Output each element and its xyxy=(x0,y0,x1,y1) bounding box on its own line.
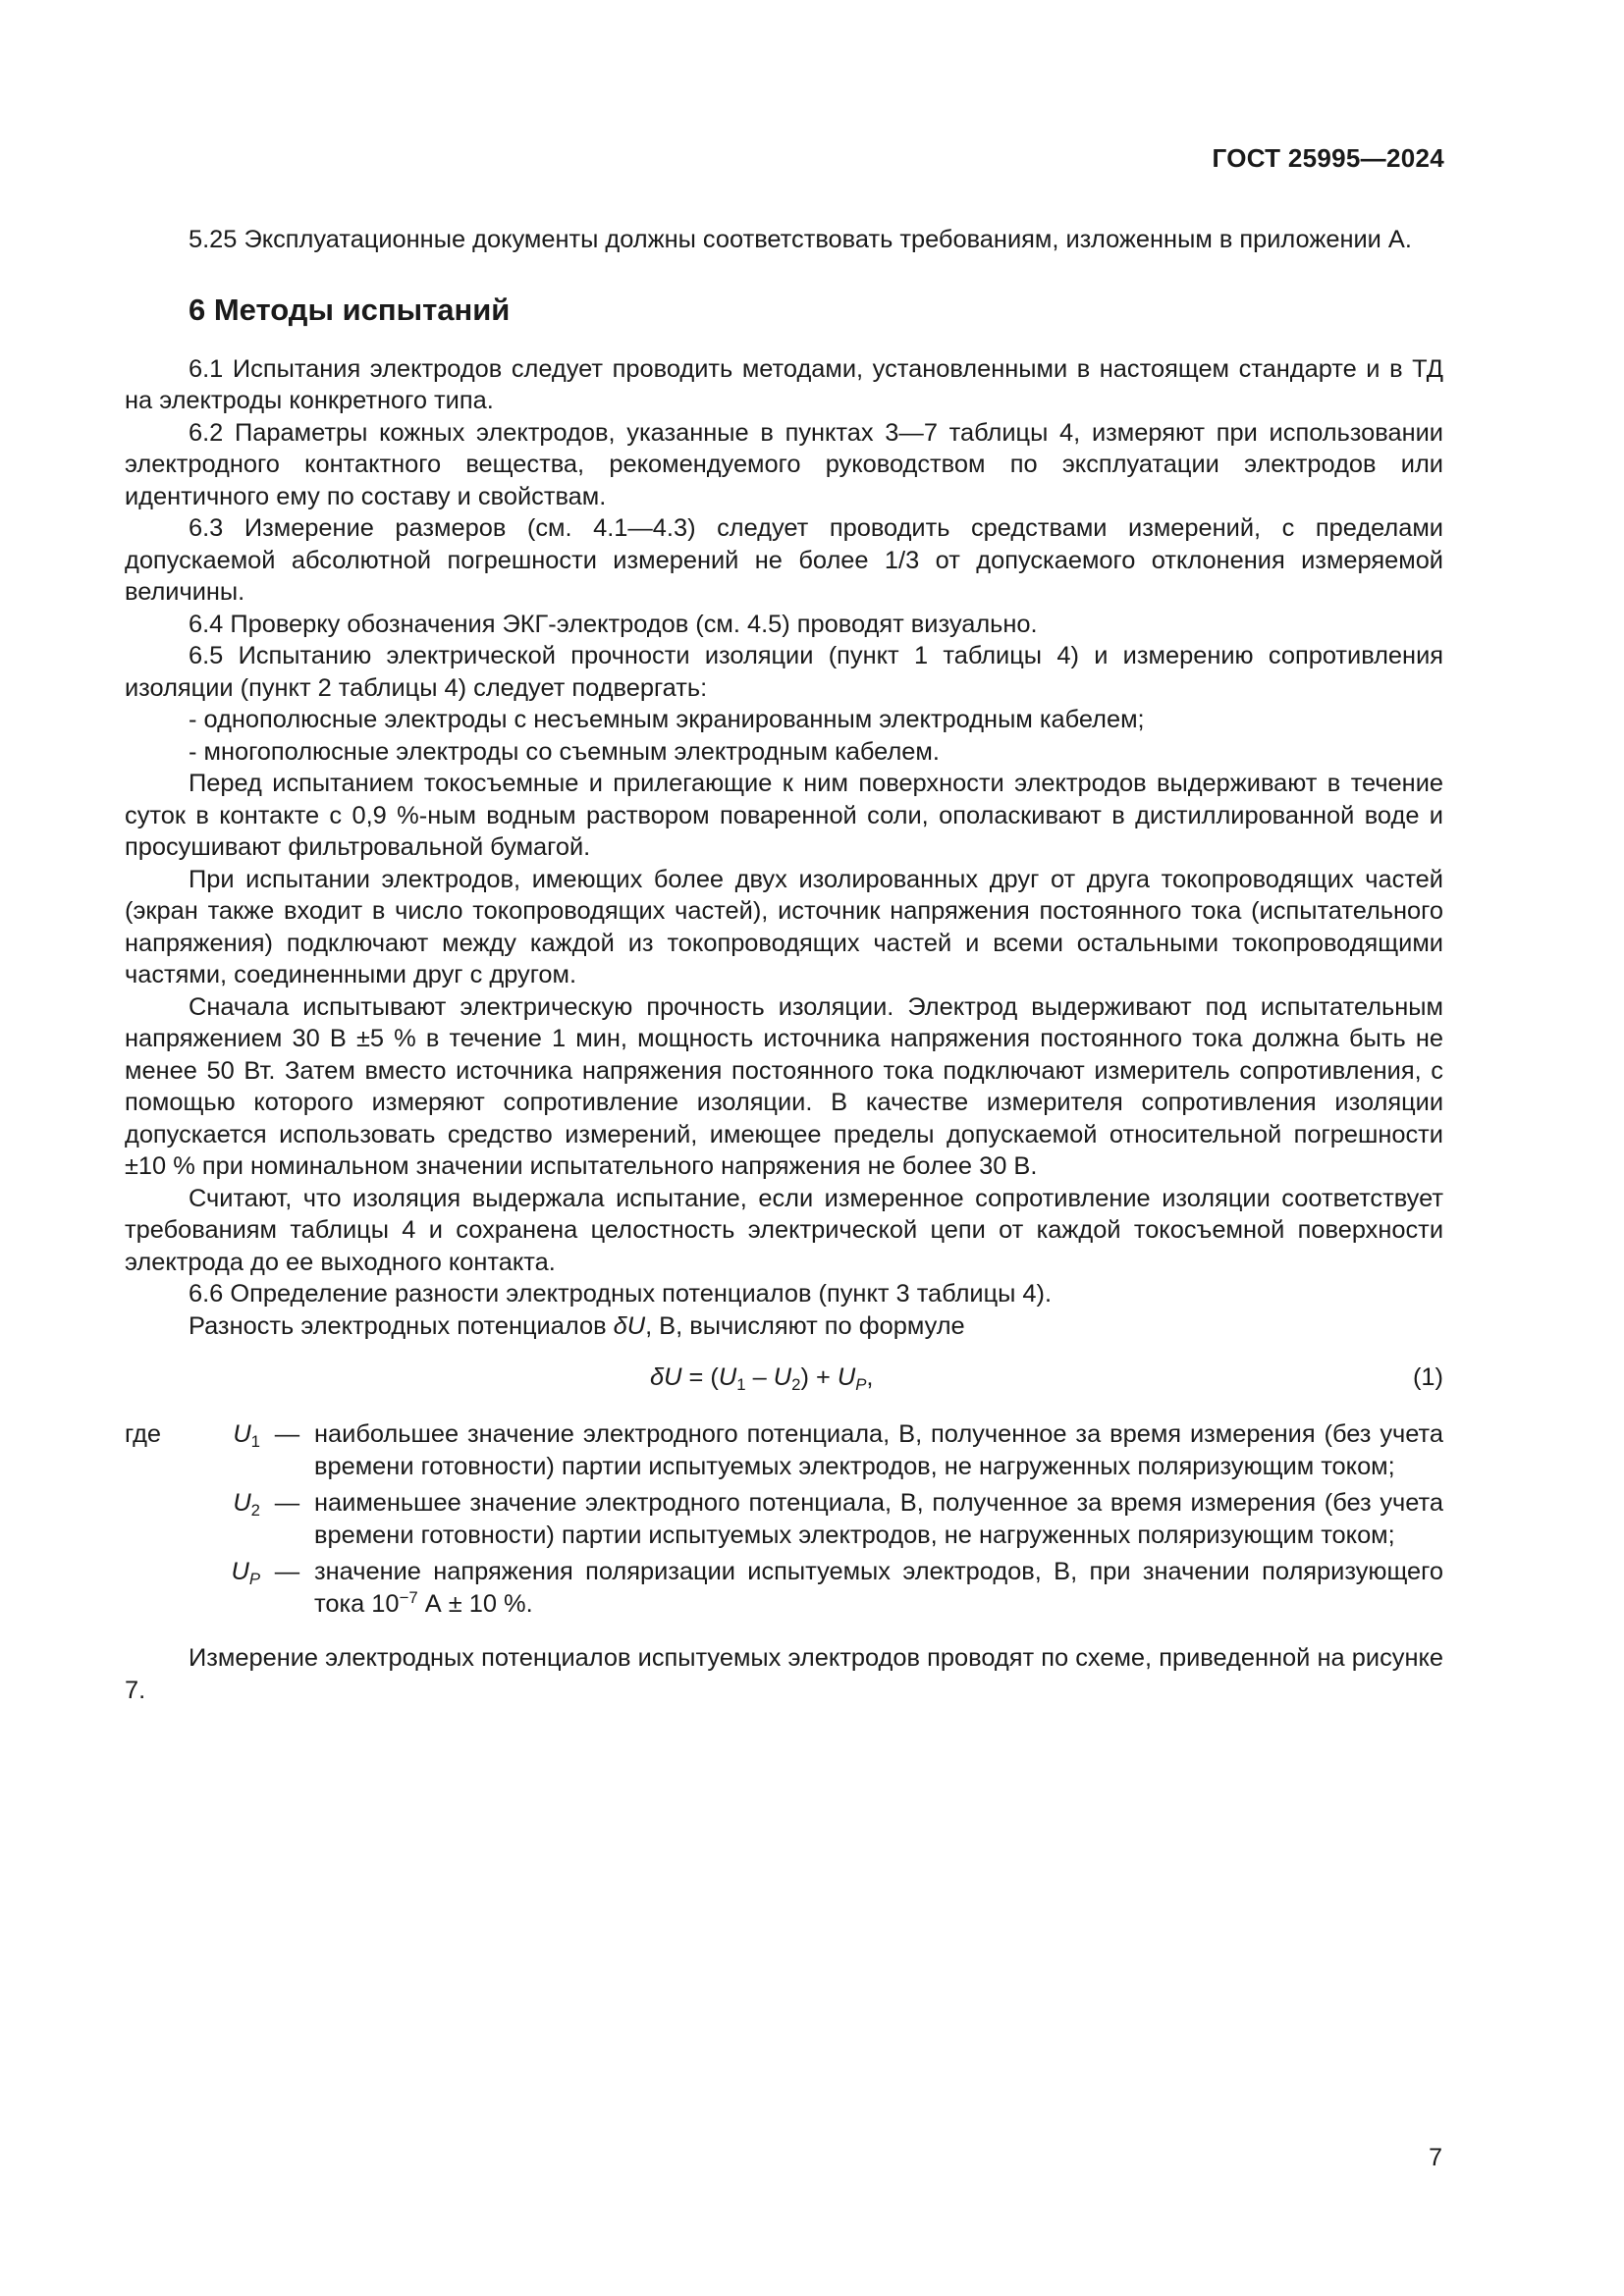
paragraph-6-4: 6.4 Проверку обозначения ЭКГ-электродов (см. 4.5) проводят визуально. xyxy=(189,610,1038,638)
paragraph-procedure: Сначала испытывают электрическую прочность изоляции. Электрод выдерживают под испытательным напряжением 30 В ±5 % в течение 1 мин, мощность источника напряжения постоянного тока должна быть не менее 50 Вт. Затем вместо источника напряжения постоянного тока подключают измеритель сопротивления, с помощью которого измеряют сопротивление изоляции. В качестве измерителя сопротивления изоляции допускается использовать средство измерений, имеющее пределы допускаемой относительной погрешности ±10 % при номинальном значении испытательного напряжения не более 30 В. xyxy=(125,992,1443,1180)
list-item: - многополюсные электроды со съемным электродным кабелем. xyxy=(189,737,940,766)
paragraph-5-25: 5.25 Эксплуатационные документы должны соответствовать требованиям, изложенным в приложении А. xyxy=(189,226,1412,253)
legend-symbol: $U_2$ xyxy=(233,1489,260,1521)
legend-description: значение напряжения поляризации испытуемых электродов, В, при значении поляризующего тока $10^{-7}$ А ± 10 %. xyxy=(314,1558,1443,1618)
legend-row-u1: где $U_1$ — наибольшее значение электродного потенциала, В, полученное за время измерения (без учета времени готовности) партии испытуемых электродов, не нагруженных поляризующим током; xyxy=(125,1418,1443,1482)
section-title: 6 Методы испытаний xyxy=(189,292,511,327)
legend-row-u2: $U_2$ — наименьшее значение электродного потенциала, В, полученное за время измерения (без учета времени готовности) партии испытуемых электродов, не нагруженных поляризующим током; xyxy=(125,1487,1443,1551)
formula-legend xyxy=(125,1418,1443,1620)
document-id: ГОСТ 25995—2024 xyxy=(1212,143,1444,173)
formula-number: (1) xyxy=(1412,1363,1443,1391)
paragraph-6-5: 6.5 Испытанию электрической прочности изоляции (пункт 1 таблицы 4) и измерению сопротивления изоляции (пункт 2 таблицы 4) следует подвергать: xyxy=(125,642,1443,702)
paragraph-preparation: Перед испытанием токосъемные и прилегающие к ним поверхности электродов выдерживают в течение суток в контакте с 0,9 %-ным водным раствором поваренной соли, ополаскивают в дистиллированной воде и просушивают фильтровальной бумагой. xyxy=(125,770,1443,861)
formula-expression: $\delta U = (U_1 - U_2) + U_P$, xyxy=(650,1363,874,1395)
legend-description: наименьшее значение электродного потенциала, В, полученное за время измерения (без учета времени готовности) партии испытуемых электродов, не нагруженных поляризующим током; xyxy=(314,1489,1443,1549)
delta-u-symbol: δU xyxy=(613,1311,646,1340)
page-content xyxy=(125,224,1443,1706)
legend-row-up: $U_P$ — значение напряжения поляризации испытуемых электродов, В, при значении поляризующего тока $10^{-7}$ А ± 10 %. xyxy=(125,1556,1443,1620)
paragraph-6-1: 6.1 Испытания электродов следует проводить методами, установленными в настоящем стандарте и в ТД на электроды конкретного типа. xyxy=(125,354,1443,414)
paragraph-6-2: 6.2 Параметры кожных электродов, указанные в пунктах 3—7 таблицы 4, измеряют при использовании электродного контактного вещества, рекомендуемого руководством по эксплуатации электродов или идентичного ему по составу и свойствам. xyxy=(125,418,1443,510)
paragraph-criteria: Считают, что изоляция выдержала испытание, если измеренное сопротивление изоляции соответствует требованиям таблицы 4 и сохранена целостность электрической цепи от каждой токосъемной поверхности электрода до ее выходного контакта. xyxy=(125,1184,1443,1276)
paragraph-6-6: 6.6 Определение разности электродных потенциалов (пункт 3 таблицы 4). xyxy=(189,1280,1053,1308)
paragraph-6-3: 6.3 Измерение размеров (см. 4.1—4.3) следует проводить средствами измерений, с пределами допускаемой абсолютной погрешности измерений не более 1/3 от допускаемого отклонения измеряемой величины. xyxy=(125,514,1443,606)
legend-description: наибольшее значение электродного потенциала, В, полученное за время измерения (без учета времени готовности) партии испытуемых электродов, не нагруженных поляризующим током; xyxy=(314,1420,1443,1480)
paragraph-closing: Измерение электродных потенциалов испытуемых электродов проводят по схеме, приведенной на рисунке 7. xyxy=(125,1644,1443,1704)
formula-intro-text: Разность электродных потенциалов xyxy=(189,1311,614,1340)
paragraph-testing: При испытании электродов, имеющих более двух изолированных друг от друга токопроводящих частей (экран также входит в число токопроводящих частей), источник напряжения постоянного тока (испытательного напряжения) подключают между каждой из токопроводящих частей и всеми остальными токопроводящими частями, соединенными друг с другом. xyxy=(125,865,1443,988)
page-number: 7 xyxy=(1429,2144,1442,2171)
paragraph-formula-intro xyxy=(125,1310,1443,1343)
formula-1 xyxy=(125,1356,1443,1397)
legend-symbol: где $U_1$ xyxy=(125,1420,260,1452)
legend-symbol: $U_P$ xyxy=(231,1558,260,1589)
formula-intro-suffix: , В, вычисляют по формуле xyxy=(645,1311,965,1340)
list-item: - однополюсные электроды с несъемным экранированным электродным кабелем; xyxy=(189,706,1145,733)
